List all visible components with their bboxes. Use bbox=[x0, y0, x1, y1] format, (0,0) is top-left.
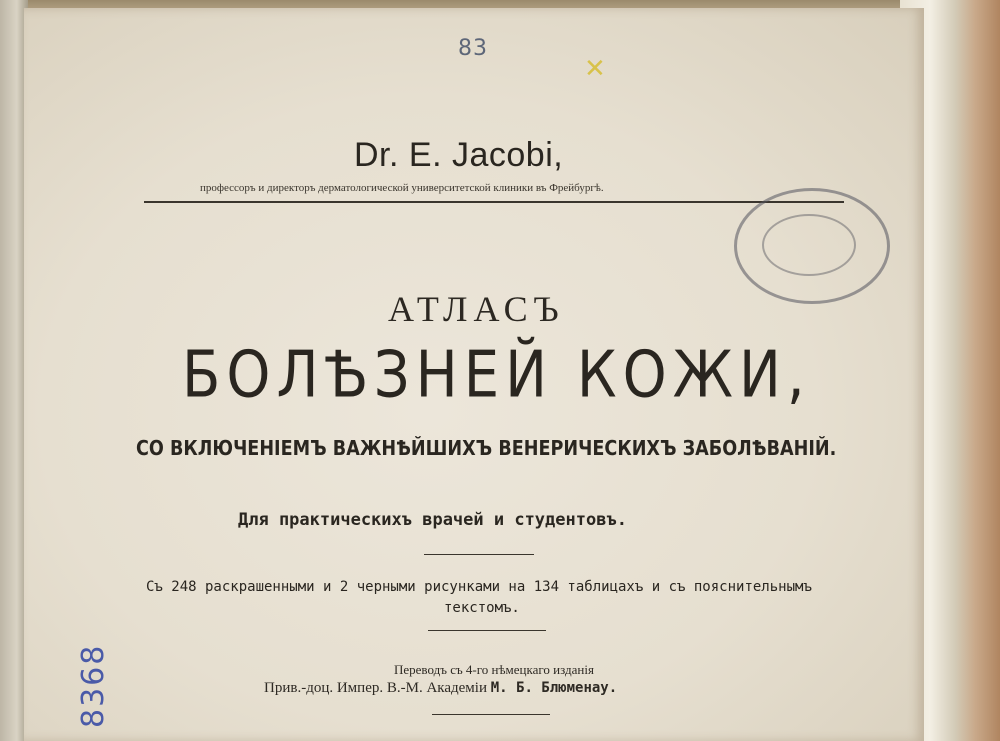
subtitle: СО ВКЛЮЧЕНІЕМЪ ВАЖНѢЙШИХЪ ВЕНЕРИЧЕСКИХЪ ЗАБОЛѢВАНІЙ. bbox=[136, 436, 837, 460]
divider-2 bbox=[428, 630, 546, 631]
illustrations-line-1: Съ 248 раскрашенными и 2 черными рисунками на 134 таблицахъ и съ пояснительнымъ bbox=[146, 579, 812, 595]
divider-1 bbox=[424, 554, 534, 555]
illustrations-line-2: текстомъ. bbox=[444, 600, 520, 616]
translator-line bbox=[264, 680, 617, 697]
translator-prefix: Прив.-доц. Импер. В.-М. Академіи bbox=[264, 680, 487, 696]
translator-name: М. Б. Блюменау. bbox=[490, 680, 618, 696]
author-name: Dr. E. Jacobi, bbox=[354, 136, 564, 174]
atlas-word: АТЛАСЪ bbox=[388, 289, 565, 329]
pencil-number-top: 83 bbox=[458, 36, 488, 61]
audience-line: Для практическихъ врачей и студентовъ. bbox=[238, 510, 627, 530]
author-position: профессоръ и директоръ дерматологической университетской клиники въ Фрейбургѣ. bbox=[200, 182, 604, 194]
library-stamp-inner bbox=[762, 214, 856, 276]
yellow-pencil-mark: ✕ bbox=[584, 54, 606, 84]
title-page bbox=[24, 8, 924, 741]
header-rule bbox=[144, 201, 844, 203]
main-title: БОЛѢЗНЕЙ КОЖИ, bbox=[182, 338, 811, 413]
pencil-number-side: 8368 bbox=[76, 643, 111, 728]
translation-line: Переводъ съ 4-го нѣмецкаго изданія bbox=[394, 662, 594, 677]
divider-3 bbox=[432, 714, 550, 715]
